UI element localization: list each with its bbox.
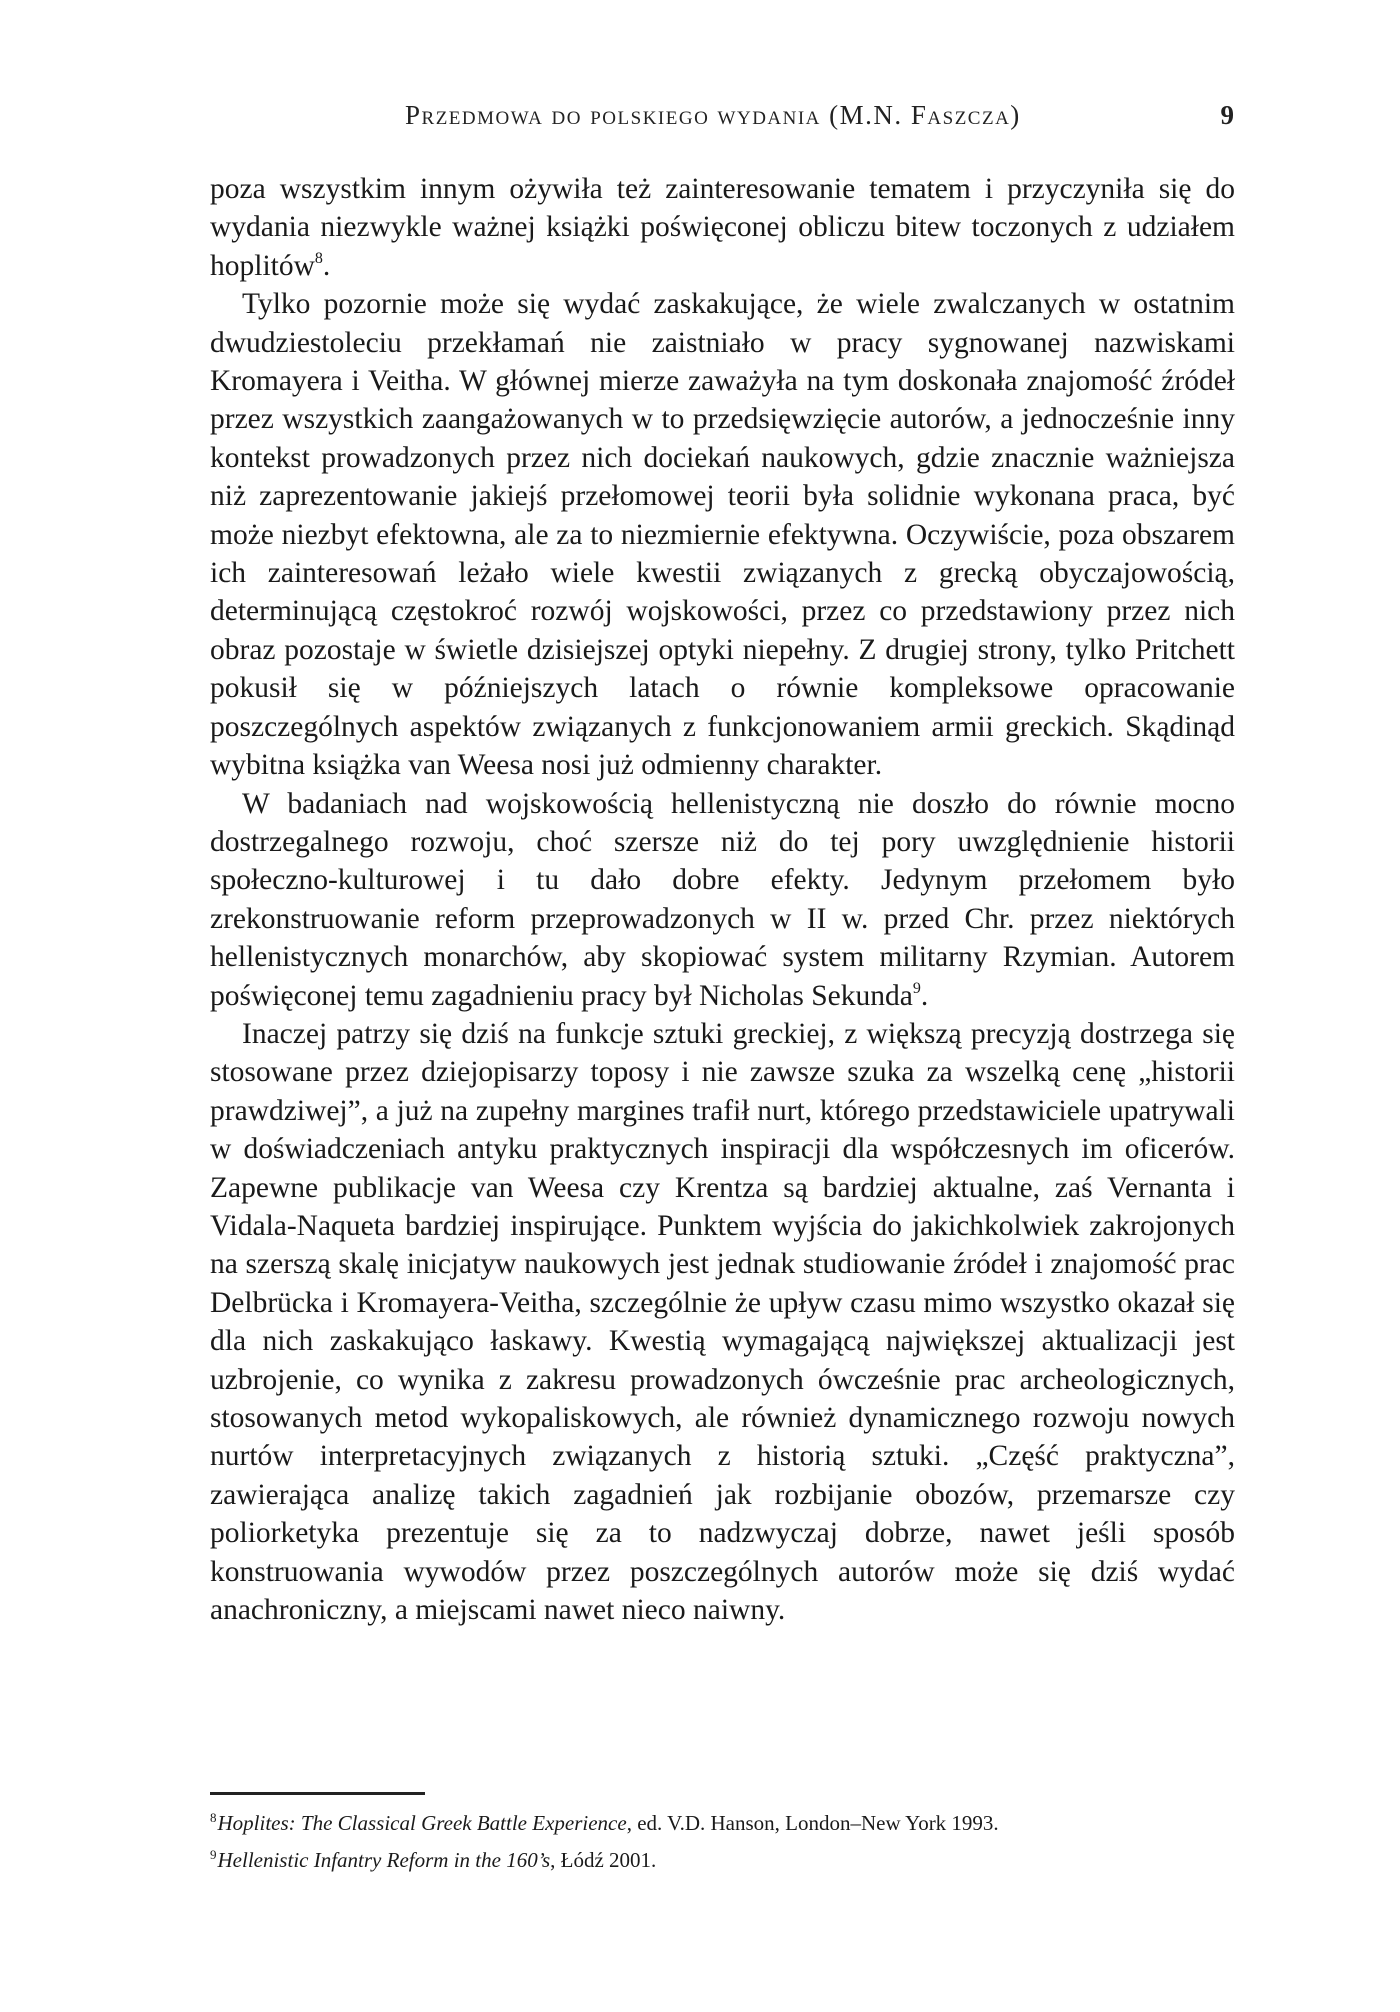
paragraph-end-punctuation: . [322,249,331,282]
footnote-reference: 8 [314,249,323,267]
footnote-title: Hoplites: The Classical Greek Battle Experience [217,1811,627,1835]
footnote-reference: 9 [912,979,921,997]
running-head [210,100,1234,140]
footnotes [210,1805,1235,1879]
page-number: 9 [1220,100,1234,130]
running-title: Przedmowa do polskiego wydania (M.N. Faszcza) [405,100,1021,130]
footnote-citation: , ed. V.D. Hanson, London–New York 1993. [626,1811,999,1835]
footnote [210,1842,1235,1879]
paragraph-text: poza wszystkim innym ożywiła też zainteresowanie tematem i przyczyniła się do wydania niezwykle ważnej książki poświęconej obliczu bitew toczonych z udziałem hoplitów [210,173,1235,282]
footnote-number: 9 [210,1847,217,1862]
paragraph-end-punctuation: . [920,979,929,1012]
footnote-divider [210,1792,425,1795]
paragraph [210,785,1235,1015]
paragraph-continuation [210,170,1235,285]
footnote-number: 8 [210,1810,217,1825]
paragraph-text: W badaniach nad wojskowością hellenistyczną nie doszło do równie mocno dostrzegalnego rozwoju, choć szersze niż do tej pory uwzględnienie historii społeczno-kulturowej i tu dało dobre efekty. Jedynym przełomem było zrekonstruowanie reform przeprowadzonych w II w. przed Chr. przez niektórych hellenistycznych monarchów, aby skopiować system militarny Rzymian. Autorem poświęconej temu zagadnieniu pracy był Nicholas Sekunda [210,787,1235,1012]
footnote-citation: , Łódź 2001. [550,1848,657,1872]
footnote-title: Hellenistic Infantry Reform in the 160’s [217,1848,551,1872]
paragraph: Tylko pozornie może się wydać zaskakujące, że wiele zwalczanych w ostatnim dwudziestoleciu przekłamań nie zaistniało w pracy sygnowanej nazwiskami Kromayera i Veitha. W głównej mierze zaważyła na tym doskonała znajomość źródeł przez wszystkich zaangażowanych w to przedsięwzięcie autorów, a jednocześnie inny kontekst prowadzonych przez nich dociekań naukowych, gdzie znacznie ważniejsza niż zaprezentowanie jakiejś przełomowej teorii była solidnie wykonana praca, być może niezbyt efektowna, ale za to niezmiernie efektywna. Oczywiście, poza obszarem ich zainteresowań leżało wiele kwestii związanych z grecką obyczajowością, determinującą częstokroć rozwój wojskowości, przez co przedstawiony przez nich obraz pozostaje w świetle dzisiejszej optyki niepełny. Z drugiej strony, tylko Pritchett pokusił się w późniejszych latach o równie kompleksowe opracowanie poszczególnych aspektów związanych z funkcjonowaniem armii greckich. Skądinąd wybitna książka van Weesa nosi już odmienny charakter. [210,288,1235,782]
footnote [210,1805,1235,1842]
body-text [210,170,1235,1629]
paragraph: Inaczej patrzy się dziś na funkcje sztuki greckiej, z większą precyzją dostrzega się stosowane przez dziejopisarzy toposy i nie zawsze szuka za wszelką cenę „historii prawdziwej”, a już na zupełny margines trafił nurt, którego przedstawiciele upatrywali w doświadczeniach antyku praktycznych inspiracji dla współczesnych im oficerów. Zapewne publikacje van Weesa czy Krentza są bardziej aktualne, zaś Vernanta i Vidala-Naqueta bardziej inspirujące. Punktem wyjścia do jakichkolwiek zakrojonych na szerszą skalę inicjatyw naukowych jest jednak studiowanie źródeł i znajomość prac Delbrücka i Kromayera-Veitha, szczególnie że upływ czasu mimo wszystko okazał się dla nich zaskakująco łaskawy. Kwestią wymagającą największej aktualizacji jest uzbrojenie, co wynika z zakresu prowadzonych ówcześnie prac archeologicznych, stosowanych metod wykopaliskowych, ale również dynamicznego rozwoju nowych nurtów interpretacyjnych związanych z historią sztuki. „Część praktyczna”, zawierająca analizę takich zagadnień jak rozbijanie obozów, przemarsze czy poliorketyka prezentuje się za to nadzwyczaj dobrze, nawet jeśli sposób konstruowania wywodów przez poszczególnych autorów może się dziś wydać anachroniczny, a miejscami nawet nieco naiwny. [210,1017,1235,1627]
